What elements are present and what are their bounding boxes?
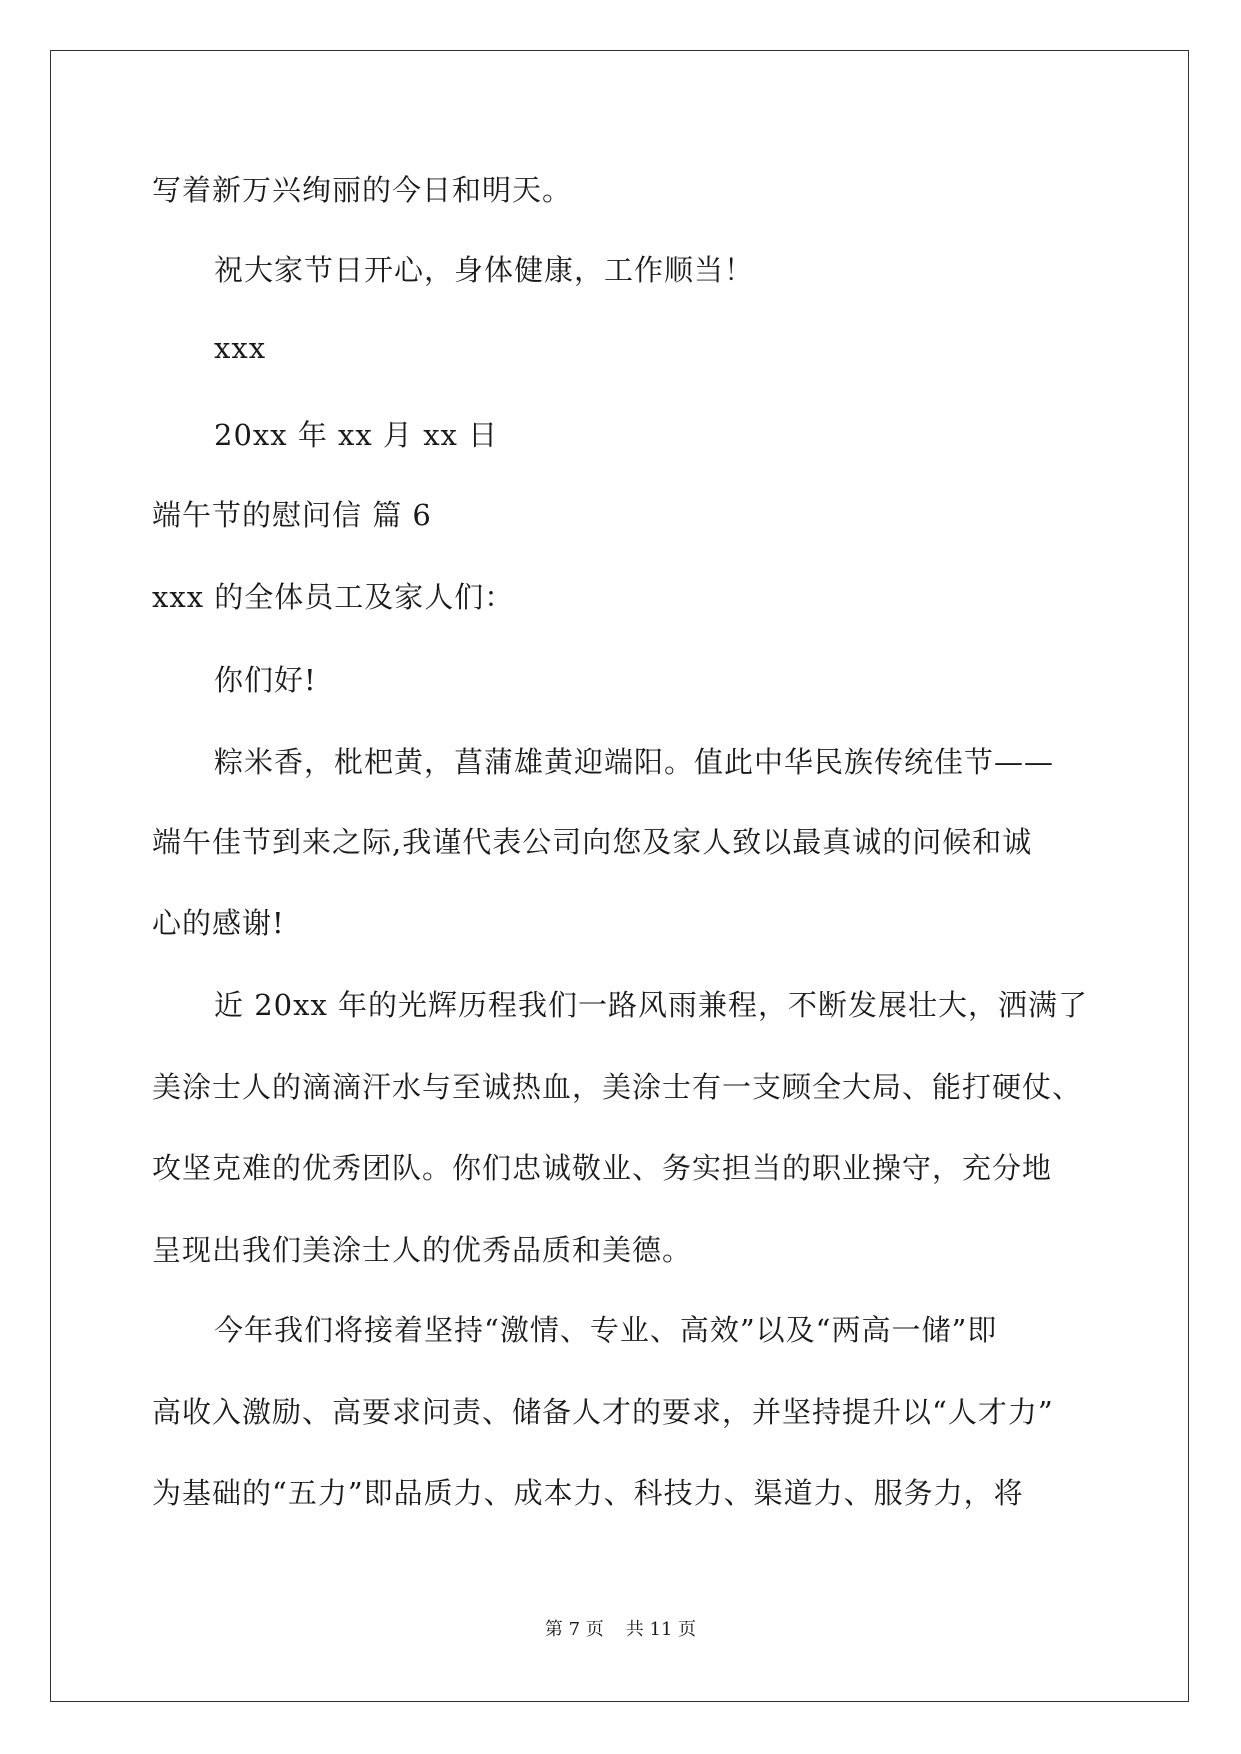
text-line: 今年我们将接着坚持“激情、专业、高效”以及“两高一储”即 bbox=[214, 1313, 998, 1347]
page-total: 共 11 页 bbox=[625, 1619, 697, 1640]
section-heading: 端午节的慰问信 篇 6 bbox=[152, 498, 432, 532]
greeting: 你们好! bbox=[214, 663, 317, 697]
text-line: 攻坚克难的优秀团队。你们忠诚敬业、务实担当的职业操守，充分地 bbox=[152, 1151, 1053, 1185]
page-number: 第 7 页 bbox=[544, 1619, 604, 1640]
text-line: 心的感谢! bbox=[152, 906, 285, 940]
page-footer bbox=[0, 1618, 1241, 1642]
text-line: 端午佳节到来之际,我谨代表公司向您及家人致以最真诚的问候和诚 bbox=[152, 825, 1033, 859]
text-line: 粽米香，枇杷黄，菖蒲雄黄迎端阳。值此中华民族传统佳节—— bbox=[214, 745, 1055, 779]
text-line: 近 20xx 年的光辉历程我们一路风雨兼程，不断发展壮大，洒满了 bbox=[214, 988, 1089, 1022]
text-line: 呈现出我们美涂士人的优秀品质和美德。 bbox=[152, 1233, 693, 1267]
text-line: 美涂士人的滴滴汗水与至诚热血，美涂士有一支顾全大局、能打硬仗、 bbox=[152, 1070, 1083, 1104]
text-line: 写着新万兴绚丽的今日和明天。 bbox=[152, 173, 573, 207]
signature-date: 20xx 年 xx 月 xx 日 bbox=[214, 418, 499, 452]
text-line: 高收入激励、高要求问责、储备人才的要求，并坚持提升以“人才力” bbox=[152, 1395, 1054, 1429]
text-line: 为基础的“五力”即品质力、成本力、科技力、渠道力、服务力，将 bbox=[152, 1476, 1024, 1510]
page-border bbox=[50, 50, 1189, 1702]
closing-wish: 祝大家节日开心，身体健康，工作顺当！ bbox=[214, 253, 755, 287]
signature-name: xxx bbox=[214, 331, 267, 365]
salutation: xxx 的全体员工及家人们： bbox=[152, 580, 515, 614]
